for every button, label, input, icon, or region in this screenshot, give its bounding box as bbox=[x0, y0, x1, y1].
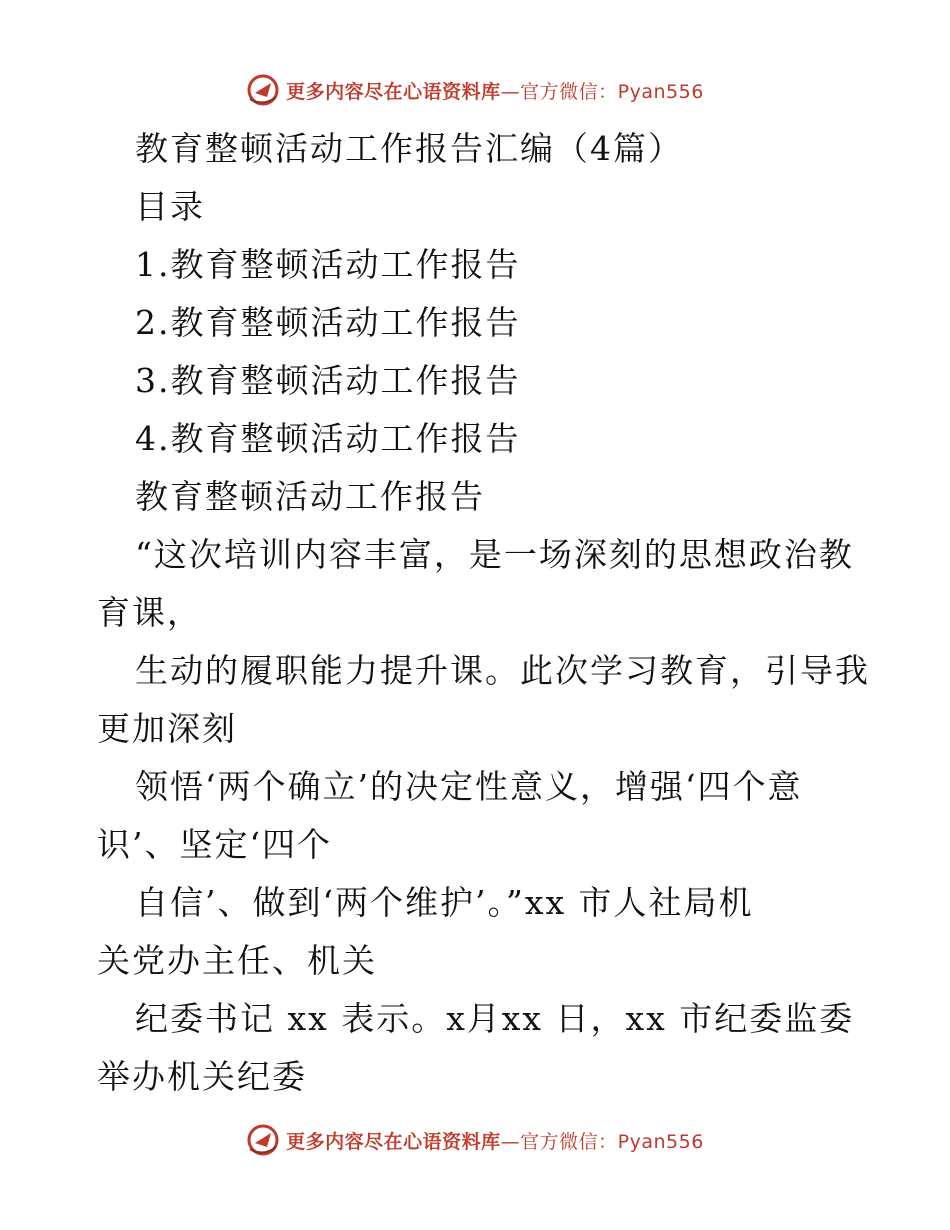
body-line: 自信’、做到‘两个维护’。”xx 市人社局机 bbox=[135, 883, 754, 922]
document-title: 教育整顿活动工作报告汇编（4篇） bbox=[135, 129, 683, 168]
brand-logo-icon bbox=[246, 73, 280, 107]
footer-banner-text bbox=[286, 1127, 704, 1154]
body-line: 纪委书记 xx 表示。x月xx 日，xx 市纪委监委 bbox=[135, 999, 855, 1038]
section-heading: 教育整顿活动工作报告 bbox=[135, 477, 485, 516]
body-line: 关党办主任、机关 bbox=[97, 941, 377, 980]
toc-item: 4.教育整顿活动工作报告 bbox=[135, 419, 521, 458]
body-line: 举办机关纪委 bbox=[97, 1057, 307, 1096]
toc-heading: 目录 bbox=[135, 187, 205, 226]
header-banner-text bbox=[286, 77, 704, 104]
header-banner-tail: 官方微信：Pyan556 bbox=[520, 80, 704, 103]
body-line: 更加深刻 bbox=[97, 709, 237, 748]
footer-banner-main: 更多内容尽在心语资料库 bbox=[286, 1130, 501, 1153]
footer-watermark-banner bbox=[0, 1120, 950, 1160]
header-watermark-banner bbox=[0, 70, 950, 110]
toc-item: 3.教育整顿活动工作报告 bbox=[135, 361, 521, 400]
header-banner-main: 更多内容尽在心语资料库 bbox=[286, 80, 501, 103]
header-banner-separator: — bbox=[500, 80, 521, 103]
body-line: 识’、坚定‘四个 bbox=[97, 825, 332, 864]
footer-banner-separator: — bbox=[500, 1130, 521, 1153]
toc-item: 1.教育整顿活动工作报告 bbox=[135, 245, 521, 284]
brand-logo-icon bbox=[246, 1123, 280, 1157]
body-line: 生动的履职能力提升课。此次学习教育，引导我 bbox=[135, 651, 870, 690]
body-line: 育课， bbox=[97, 593, 202, 632]
footer-banner-tail: 官方微信：Pyan556 bbox=[520, 1130, 704, 1153]
toc-item: 2.教育整顿活动工作报告 bbox=[135, 303, 521, 342]
body-line: “这次培训内容丰富，是一场深刻的思想政治教 bbox=[135, 535, 854, 574]
body-line: 领悟‘两个确立’的决定性意义，增强‘四个意 bbox=[135, 767, 803, 806]
document-body bbox=[97, 120, 870, 1106]
